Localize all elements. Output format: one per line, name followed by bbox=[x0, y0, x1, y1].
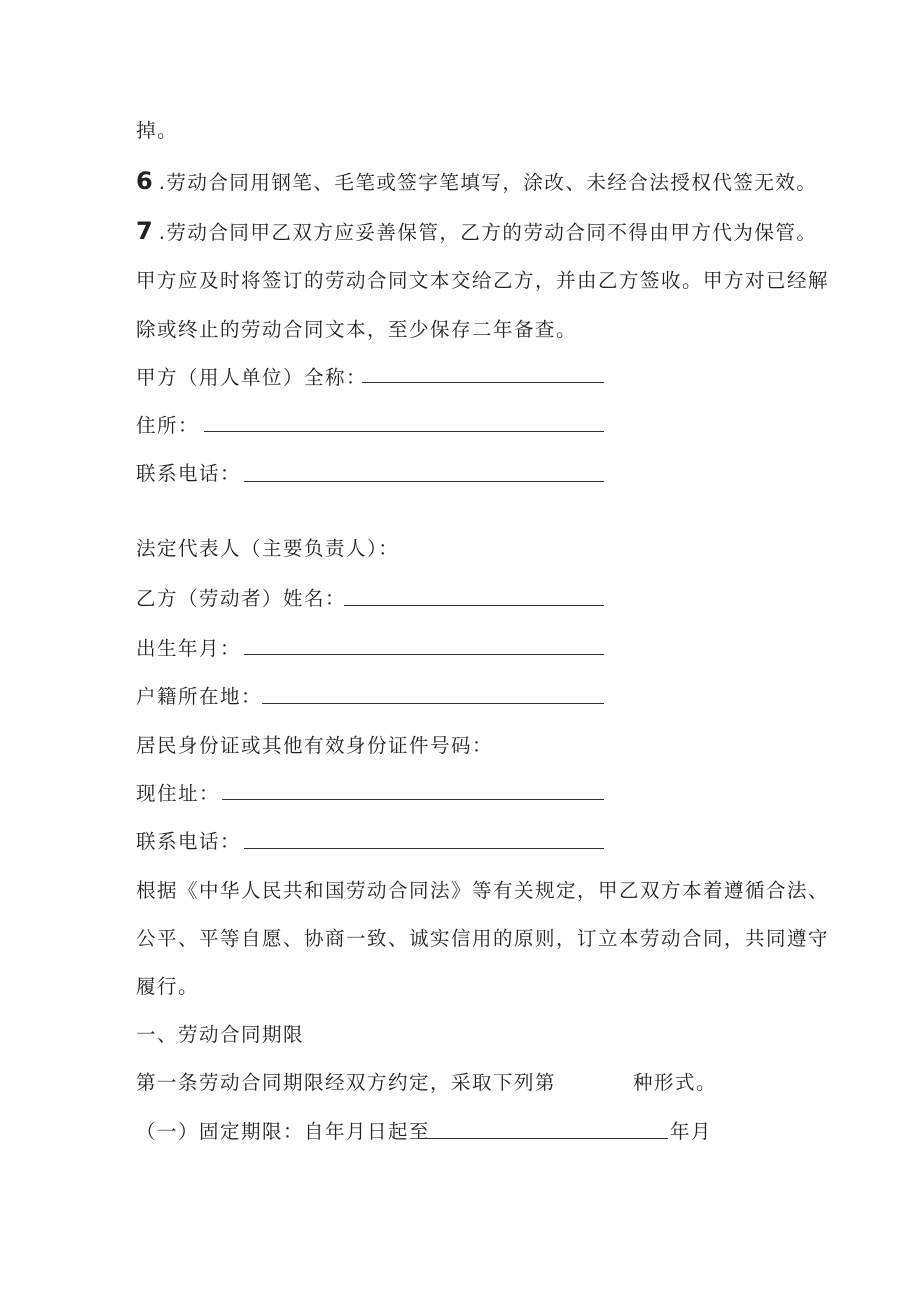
party-b-name-field[interactable] bbox=[344, 605, 604, 606]
party-b-birth-label: 出生年月： bbox=[136, 637, 242, 660]
item-7-number: 7 bbox=[136, 217, 153, 245]
party-a-representative-label: 法定代表人（主要负责人）： bbox=[136, 537, 400, 560]
party-a-phone-label: 联系电话： bbox=[136, 462, 242, 485]
item-6-text: .劳动合同用钢笔、毛笔或签字笔填写，涂改、未经合法授权代签无效。 bbox=[158, 171, 818, 194]
party-b-phone-field[interactable] bbox=[244, 848, 604, 849]
party-a-name-field[interactable] bbox=[362, 382, 604, 383]
item-6 bbox=[136, 168, 817, 196]
item-7-line-2: 甲方应及时将签订的劳动合同文本交给乙方，并由乙方签收。甲方对已经解 bbox=[136, 269, 830, 292]
section-1-heading: 一、劳动合同期限 bbox=[136, 1023, 305, 1046]
fixed-term-end-date-field[interactable] bbox=[420, 1138, 668, 1139]
preamble-line-2: 公平、平等自愿、协商一致、诚实信用的原则，订立本劳动合同，共同遵守 bbox=[136, 927, 830, 950]
party-b-name-label: 乙方（劳动者）姓名： bbox=[136, 587, 347, 610]
article-1-part-2: 种形式。 bbox=[633, 1071, 718, 1094]
item-7-line-3: 除或终止的劳动合同文本，至少保存二年备查。 bbox=[136, 318, 578, 341]
preamble-line-3: 履行。 bbox=[136, 975, 200, 998]
party-a-address-label: 住所： bbox=[136, 414, 200, 437]
party-b-hukou-label: 户籍所在地： bbox=[136, 685, 263, 708]
item-6-number: 6 bbox=[136, 167, 153, 195]
preamble-line-1: 根据《中华人民共和国劳动合同法》等有关规定，甲乙双方本着遵循合法、 bbox=[136, 879, 830, 902]
party-a-address-field[interactable] bbox=[204, 431, 604, 432]
fixed-term-part-1: （一）固定期限：自年月日起至 bbox=[136, 1120, 431, 1143]
article-1-part-1: 第一条劳动合同期限经双方约定，采取下列第 bbox=[136, 1071, 557, 1094]
party-a-name-label: 甲方（用人单位）全称： bbox=[136, 366, 368, 389]
fixed-term-part-2: 年月 bbox=[670, 1120, 713, 1143]
party-b-current-address-field[interactable] bbox=[222, 799, 604, 800]
item-7 bbox=[136, 218, 817, 246]
party-b-phone-label: 联系电话： bbox=[136, 830, 242, 853]
party-b-current-address-label: 现住址： bbox=[136, 782, 221, 805]
party-b-birth-field[interactable] bbox=[244, 654, 604, 655]
party-b-id-label: 居民身份证或其他有效身份证件号码： bbox=[136, 734, 494, 757]
party-a-phone-field[interactable] bbox=[244, 481, 604, 482]
party-b-hukou-field[interactable] bbox=[262, 703, 604, 704]
item-7-text: .劳动合同甲乙双方应妥善保管，乙方的劳动合同不得由甲方代为保管。 bbox=[158, 221, 818, 244]
paragraph-tail: 掉。 bbox=[136, 119, 179, 142]
